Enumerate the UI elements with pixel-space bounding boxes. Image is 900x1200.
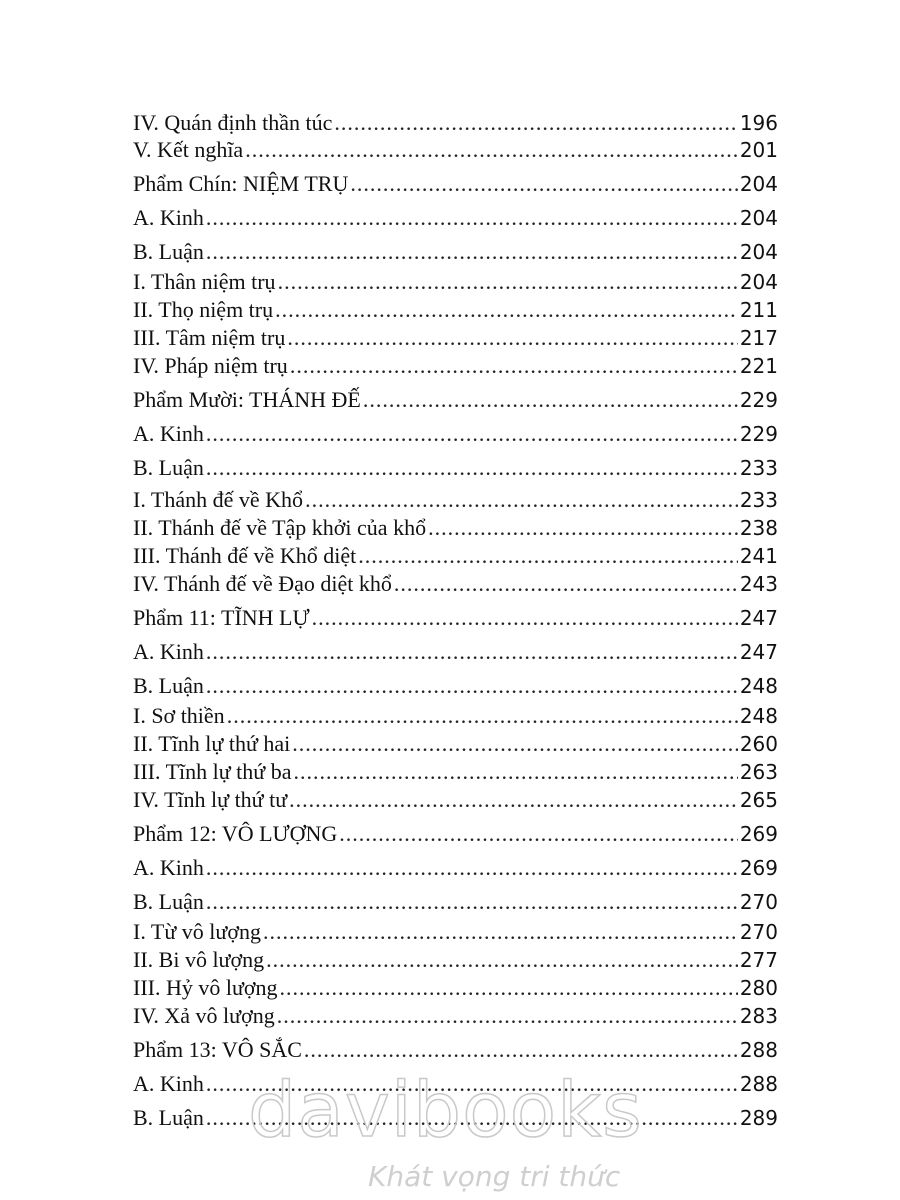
- toc-entry-title: III. Thánh đế về Khổ diệt: [133, 543, 357, 568]
- toc-entry-title: B. Luận: [133, 1105, 204, 1130]
- toc-page-number: 211: [739, 298, 778, 322]
- toc-page-number: 247: [739, 606, 778, 630]
- watermark-logo: davibooks: [248, 1065, 643, 1154]
- toc-entry: [133, 699, 778, 729]
- toc-entry: [133, 235, 778, 265]
- toc-page-number: 229: [739, 388, 778, 412]
- toc-entry-title: IV. Xả vô lượng: [133, 1003, 275, 1028]
- toc-entry-title: B. Luận: [133, 889, 204, 914]
- toc-entry-title: IV. Tĩnh lự thứ tư: [133, 787, 288, 812]
- toc-page-number: 196: [739, 111, 778, 135]
- toc-entry: [133, 539, 778, 569]
- toc-page-number: 233: [739, 456, 778, 480]
- toc-entry-title: Phẩm 12: VÔ LƯỢNG: [133, 821, 338, 846]
- toc-leader-dots: [263, 919, 738, 945]
- toc-page-number: 277: [739, 948, 778, 972]
- toc-leader-dots: [266, 947, 738, 973]
- toc-entry-title: A. Kinh: [133, 205, 204, 230]
- toc-leader-dots: [339, 821, 738, 847]
- watermark-tagline: Khát vọng tri thức: [368, 1160, 621, 1193]
- toc-entry-title: II. Tĩnh lự thứ hai: [133, 731, 291, 756]
- toc-leader-dots: [206, 673, 738, 699]
- toc-entry: [133, 971, 778, 1001]
- toc-leader-dots: [305, 487, 738, 513]
- toc-page-number: 229: [739, 422, 778, 446]
- toc-leader-dots: [245, 137, 738, 163]
- toc-leader-dots: [289, 787, 738, 813]
- toc-page-number: 269: [739, 856, 778, 880]
- toc-entry-title: III. Tâm niệm trụ: [133, 325, 286, 350]
- toc-page-number: 217: [739, 326, 778, 350]
- toc-page-number: 280: [739, 976, 778, 1000]
- toc-page-number: 201: [739, 138, 778, 162]
- toc-entry: [133, 755, 778, 785]
- toc-entry-title: III. Tĩnh lự thứ ba: [133, 759, 292, 784]
- toc-leader-dots: [287, 325, 737, 351]
- toc-page-number: 270: [739, 890, 778, 914]
- toc-entry-title: II. Bi vô lượng: [133, 947, 265, 972]
- toc-leader-dots: [312, 605, 738, 631]
- toc-leader-dots: [428, 515, 738, 541]
- toc-page-number: 288: [739, 1072, 778, 1096]
- toc-page-number: 204: [739, 172, 778, 196]
- toc-entry: [133, 635, 778, 665]
- toc-entry: [133, 265, 778, 295]
- toc-leader-dots: [292, 731, 738, 757]
- toc-page-number: 248: [739, 674, 778, 698]
- toc-entry: [133, 321, 778, 351]
- toc-page-number: 265: [739, 788, 778, 812]
- toc-entry-title: IV. Quán định thần túc: [133, 110, 333, 135]
- toc-leader-dots: [206, 889, 738, 915]
- toc-entry: [133, 451, 778, 481]
- toc-leader-dots: [358, 543, 738, 569]
- toc-leader-dots: [350, 171, 737, 197]
- toc-leader-dots: [277, 1003, 738, 1029]
- toc-entry-title: B. Luận: [133, 673, 204, 698]
- toc-entry: [133, 885, 778, 915]
- toc-page-number: 204: [739, 240, 778, 264]
- toc-leader-dots: [278, 269, 738, 295]
- toc-entry-title: A. Kinh: [133, 855, 204, 880]
- toc-leader-dots: [363, 387, 738, 413]
- toc-entry-title: Phẩm 11: TĨNH LỰ: [133, 605, 310, 630]
- toc-page-number: 263: [739, 760, 778, 784]
- toc-entry-title: Phẩm Mười: THÁNH ĐẾ: [133, 387, 361, 412]
- toc-entry: [133, 293, 778, 323]
- toc-page-number: 283: [739, 1004, 778, 1028]
- toc-page-number: 238: [739, 516, 778, 540]
- toc-entry: [133, 851, 778, 881]
- toc-leader-dots: [304, 1037, 738, 1063]
- toc-leader-dots: [206, 421, 738, 447]
- toc-entry: [133, 106, 778, 136]
- toc-leader-dots: [206, 639, 738, 665]
- toc-entry-title: IV. Thánh đế về Đạo diệt khổ: [133, 571, 392, 596]
- toc-entry-title: II. Thọ niệm trụ: [133, 297, 274, 322]
- toc-entry: [133, 727, 778, 757]
- toc-entry: [133, 669, 778, 699]
- toc-page-number: 248: [739, 704, 778, 728]
- toc-page-number: 204: [739, 206, 778, 230]
- toc-entry-title: V. Kết nghĩa: [133, 137, 244, 162]
- toc-entry: [133, 915, 778, 945]
- toc-entry-title: III. Hỷ vô lượng: [133, 975, 278, 1000]
- toc-entry-title: IV. Pháp niệm trụ: [133, 353, 288, 378]
- toc-entry: [133, 167, 778, 197]
- toc-page-number: 247: [739, 640, 778, 664]
- toc-page-number: 243: [739, 572, 778, 596]
- toc-page-number: 204: [739, 270, 778, 294]
- toc-page-number: 241: [739, 544, 778, 568]
- toc-page-number: 221: [739, 354, 778, 378]
- toc-entry: [133, 483, 778, 513]
- toc-page-number: 288: [739, 1038, 778, 1062]
- toc-leader-dots: [275, 297, 738, 323]
- toc-leader-dots: [227, 703, 738, 729]
- toc-entry-title: B. Luận: [133, 455, 204, 480]
- toc-entry-title: A. Kinh: [133, 1071, 204, 1096]
- toc-entry: [133, 567, 778, 597]
- toc-entry: [133, 417, 778, 447]
- toc-page-number: 260: [739, 732, 778, 756]
- toc-entry: [133, 783, 778, 813]
- toc-entry: [133, 349, 778, 379]
- toc-entry: [133, 511, 778, 541]
- toc-entry-title: Phẩm 13: VÔ SẮC: [133, 1037, 302, 1062]
- toc-entry: [133, 383, 778, 413]
- toc-leader-dots: [290, 353, 738, 379]
- toc-entry: [133, 601, 778, 631]
- toc-entry: [133, 817, 778, 847]
- toc-page-number: 233: [739, 488, 778, 512]
- toc-entry: [133, 201, 778, 231]
- toc-entry-title: I. Từ vô lượng: [133, 919, 261, 944]
- toc-entry-title: I. Thân niệm trụ: [133, 269, 276, 294]
- toc-entry-title: I. Thánh đế về Khổ: [133, 487, 304, 512]
- toc-entry-title: B. Luận: [133, 239, 204, 264]
- toc-leader-dots: [394, 571, 738, 597]
- toc-entry: [133, 1033, 778, 1063]
- toc-entry-title: A. Kinh: [133, 639, 204, 664]
- toc-leader-dots: [280, 975, 738, 1001]
- toc-entry: [133, 943, 778, 973]
- toc-entry-title: Phẩm Chín: NIỆM TRỤ: [133, 171, 349, 196]
- toc-leader-dots: [293, 759, 737, 785]
- toc-entry-title: A. Kinh: [133, 421, 204, 446]
- toc-leader-dots: [206, 205, 738, 231]
- toc-entry: [133, 999, 778, 1029]
- toc-page-number: 289: [739, 1106, 778, 1130]
- toc-leader-dots: [206, 455, 738, 481]
- toc-page-number: 270: [739, 920, 778, 944]
- toc-leader-dots: [206, 855, 738, 881]
- toc-page-number: 269: [739, 822, 778, 846]
- toc-entry: [133, 133, 778, 163]
- toc-entry-title: I. Sơ thiền: [133, 703, 225, 728]
- toc-leader-dots: [206, 239, 738, 265]
- toc-entry-title: II. Thánh đế về Tập khởi của khổ: [133, 515, 427, 540]
